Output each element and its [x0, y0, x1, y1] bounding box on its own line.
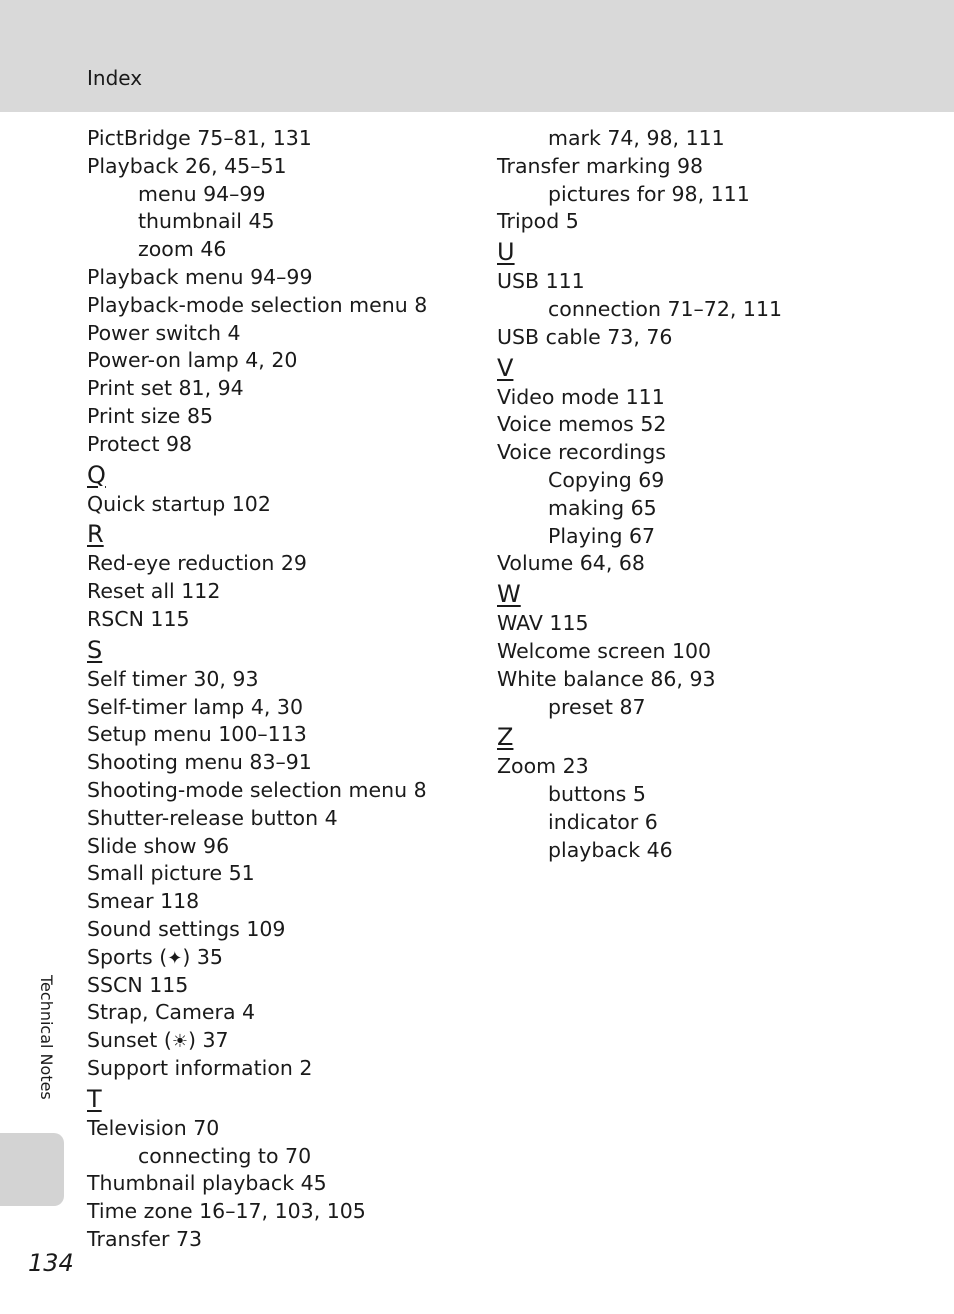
index-column-left — [87, 125, 487, 1254]
index-entry: Playback menu 94–99 — [87, 264, 313, 289]
index-entry — [87, 944, 487, 972]
index-entry: Red-eye reduction 29 — [87, 551, 307, 576]
index-entry: Voice recordings — [497, 440, 666, 465]
index-entry: Video mode 111 — [497, 384, 665, 409]
index-entry — [87, 1027, 487, 1055]
index-subentry: zoom 46 — [138, 237, 227, 262]
sports-icon: ✦ — [167, 947, 183, 969]
index-entry: Playback-mode selection menu 8 — [87, 292, 428, 317]
index-subentry: connection 71–72, 111 — [548, 296, 783, 321]
index-entry: Thumbnail playback 45 — [87, 1171, 327, 1196]
index-entry: Self timer 30, 93 — [87, 666, 259, 691]
index-subentry: menu 94–99 — [138, 181, 266, 206]
index-subentry: thumbnail 45 — [138, 209, 275, 234]
index-entry: Shutter-release button 4 — [87, 805, 338, 830]
chapter-tab-label: Technical Notes — [37, 975, 56, 1100]
entry-pages: ) 37 — [187, 1028, 229, 1053]
index-entry: Voice memos 52 — [497, 412, 667, 437]
index-entry: Welcome screen 100 — [497, 638, 712, 663]
index-entry: Time zone 16–17, 103, 105 — [87, 1199, 366, 1224]
index-subentry: Copying 69 — [548, 467, 665, 492]
index-entry: Power switch 4 — [87, 320, 241, 345]
index-letter-heading: R — [87, 520, 104, 549]
index-letter-heading: T — [87, 1084, 102, 1113]
index-entry: WAV 115 — [497, 611, 589, 636]
entry-pages: ) 35 — [182, 944, 223, 969]
index-entry: Power-on lamp 4, 20 — [87, 348, 298, 373]
index-entry: Protect 98 — [87, 431, 193, 456]
index-subentry: indicator 6 — [548, 809, 658, 834]
chapter-tab — [0, 1133, 64, 1206]
index-subentry: pictures for 98, 111 — [548, 181, 750, 206]
index-subentry: mark 74, 98, 111 — [548, 126, 725, 150]
index-entry: Playback 26, 45–51 — [87, 153, 287, 178]
index-entry: Small picture 51 — [87, 861, 255, 886]
index-subentry: connecting to 70 — [138, 1143, 312, 1168]
page-number: 134 — [28, 1249, 74, 1277]
index-entry: Support information 2 — [87, 1055, 313, 1080]
page-header — [0, 0, 954, 112]
index-entry: Setup menu 100–113 — [87, 722, 307, 747]
entry-text: Sports ( — [87, 944, 168, 969]
index-entry: Tripod 5 — [497, 209, 579, 234]
index-letter-heading: S — [87, 635, 103, 664]
index-entry: Slide show 96 — [87, 833, 230, 858]
section-title: Index — [87, 66, 143, 90]
index-entry: Reset all 112 — [87, 579, 221, 604]
index-entry: Print size 85 — [87, 403, 214, 428]
index-entry: Transfer 73 — [87, 1226, 203, 1251]
index-entry: USB cable 73, 76 — [497, 324, 673, 349]
index-entry: RSCN 115 — [87, 606, 190, 631]
index-column-right — [497, 125, 937, 865]
index-subentry: preset 87 — [548, 694, 646, 719]
index-entry: Sound settings 109 — [87, 916, 286, 941]
index-entry: Quick startup 102 — [87, 491, 271, 516]
index-entry: Transfer marking 98 — [497, 153, 704, 178]
index-entry: Strap, Camera 4 — [87, 1000, 256, 1025]
index-subentry: buttons 5 — [548, 782, 646, 807]
index-entry: Shooting-mode selection menu 8 — [87, 777, 427, 802]
index-letter-heading: V — [497, 353, 514, 382]
index-entry: PictBridge 75–81, 131 — [87, 126, 312, 150]
index-entry: White balance 86, 93 — [497, 666, 716, 691]
index-entry: Television 70 — [87, 1115, 220, 1140]
index-entry: Zoom 23 — [497, 754, 589, 779]
index-subentry: playback 46 — [548, 837, 673, 862]
index-subentry: Playing 67 — [548, 523, 656, 548]
index-entry: SSCN 115 — [87, 972, 189, 997]
index-subentry: making 65 — [548, 495, 657, 520]
sunset-icon: ☀ — [171, 1031, 188, 1053]
index-letter-heading: U — [497, 238, 515, 267]
index-letter-heading: W — [497, 580, 521, 609]
index-letter-heading: Z — [497, 723, 514, 752]
index-entry: Print set 81, 94 — [87, 376, 244, 401]
index-letter-heading: Q — [87, 460, 106, 489]
index-entry: Self-timer lamp 4, 30 — [87, 694, 303, 719]
index-entry: Shooting menu 83–91 — [87, 750, 312, 775]
index-entry: USB 111 — [497, 269, 585, 294]
entry-text: Sunset ( — [87, 1028, 172, 1053]
index-entry: Volume 64, 68 — [497, 551, 645, 576]
index-entry: Smear 118 — [87, 889, 200, 914]
